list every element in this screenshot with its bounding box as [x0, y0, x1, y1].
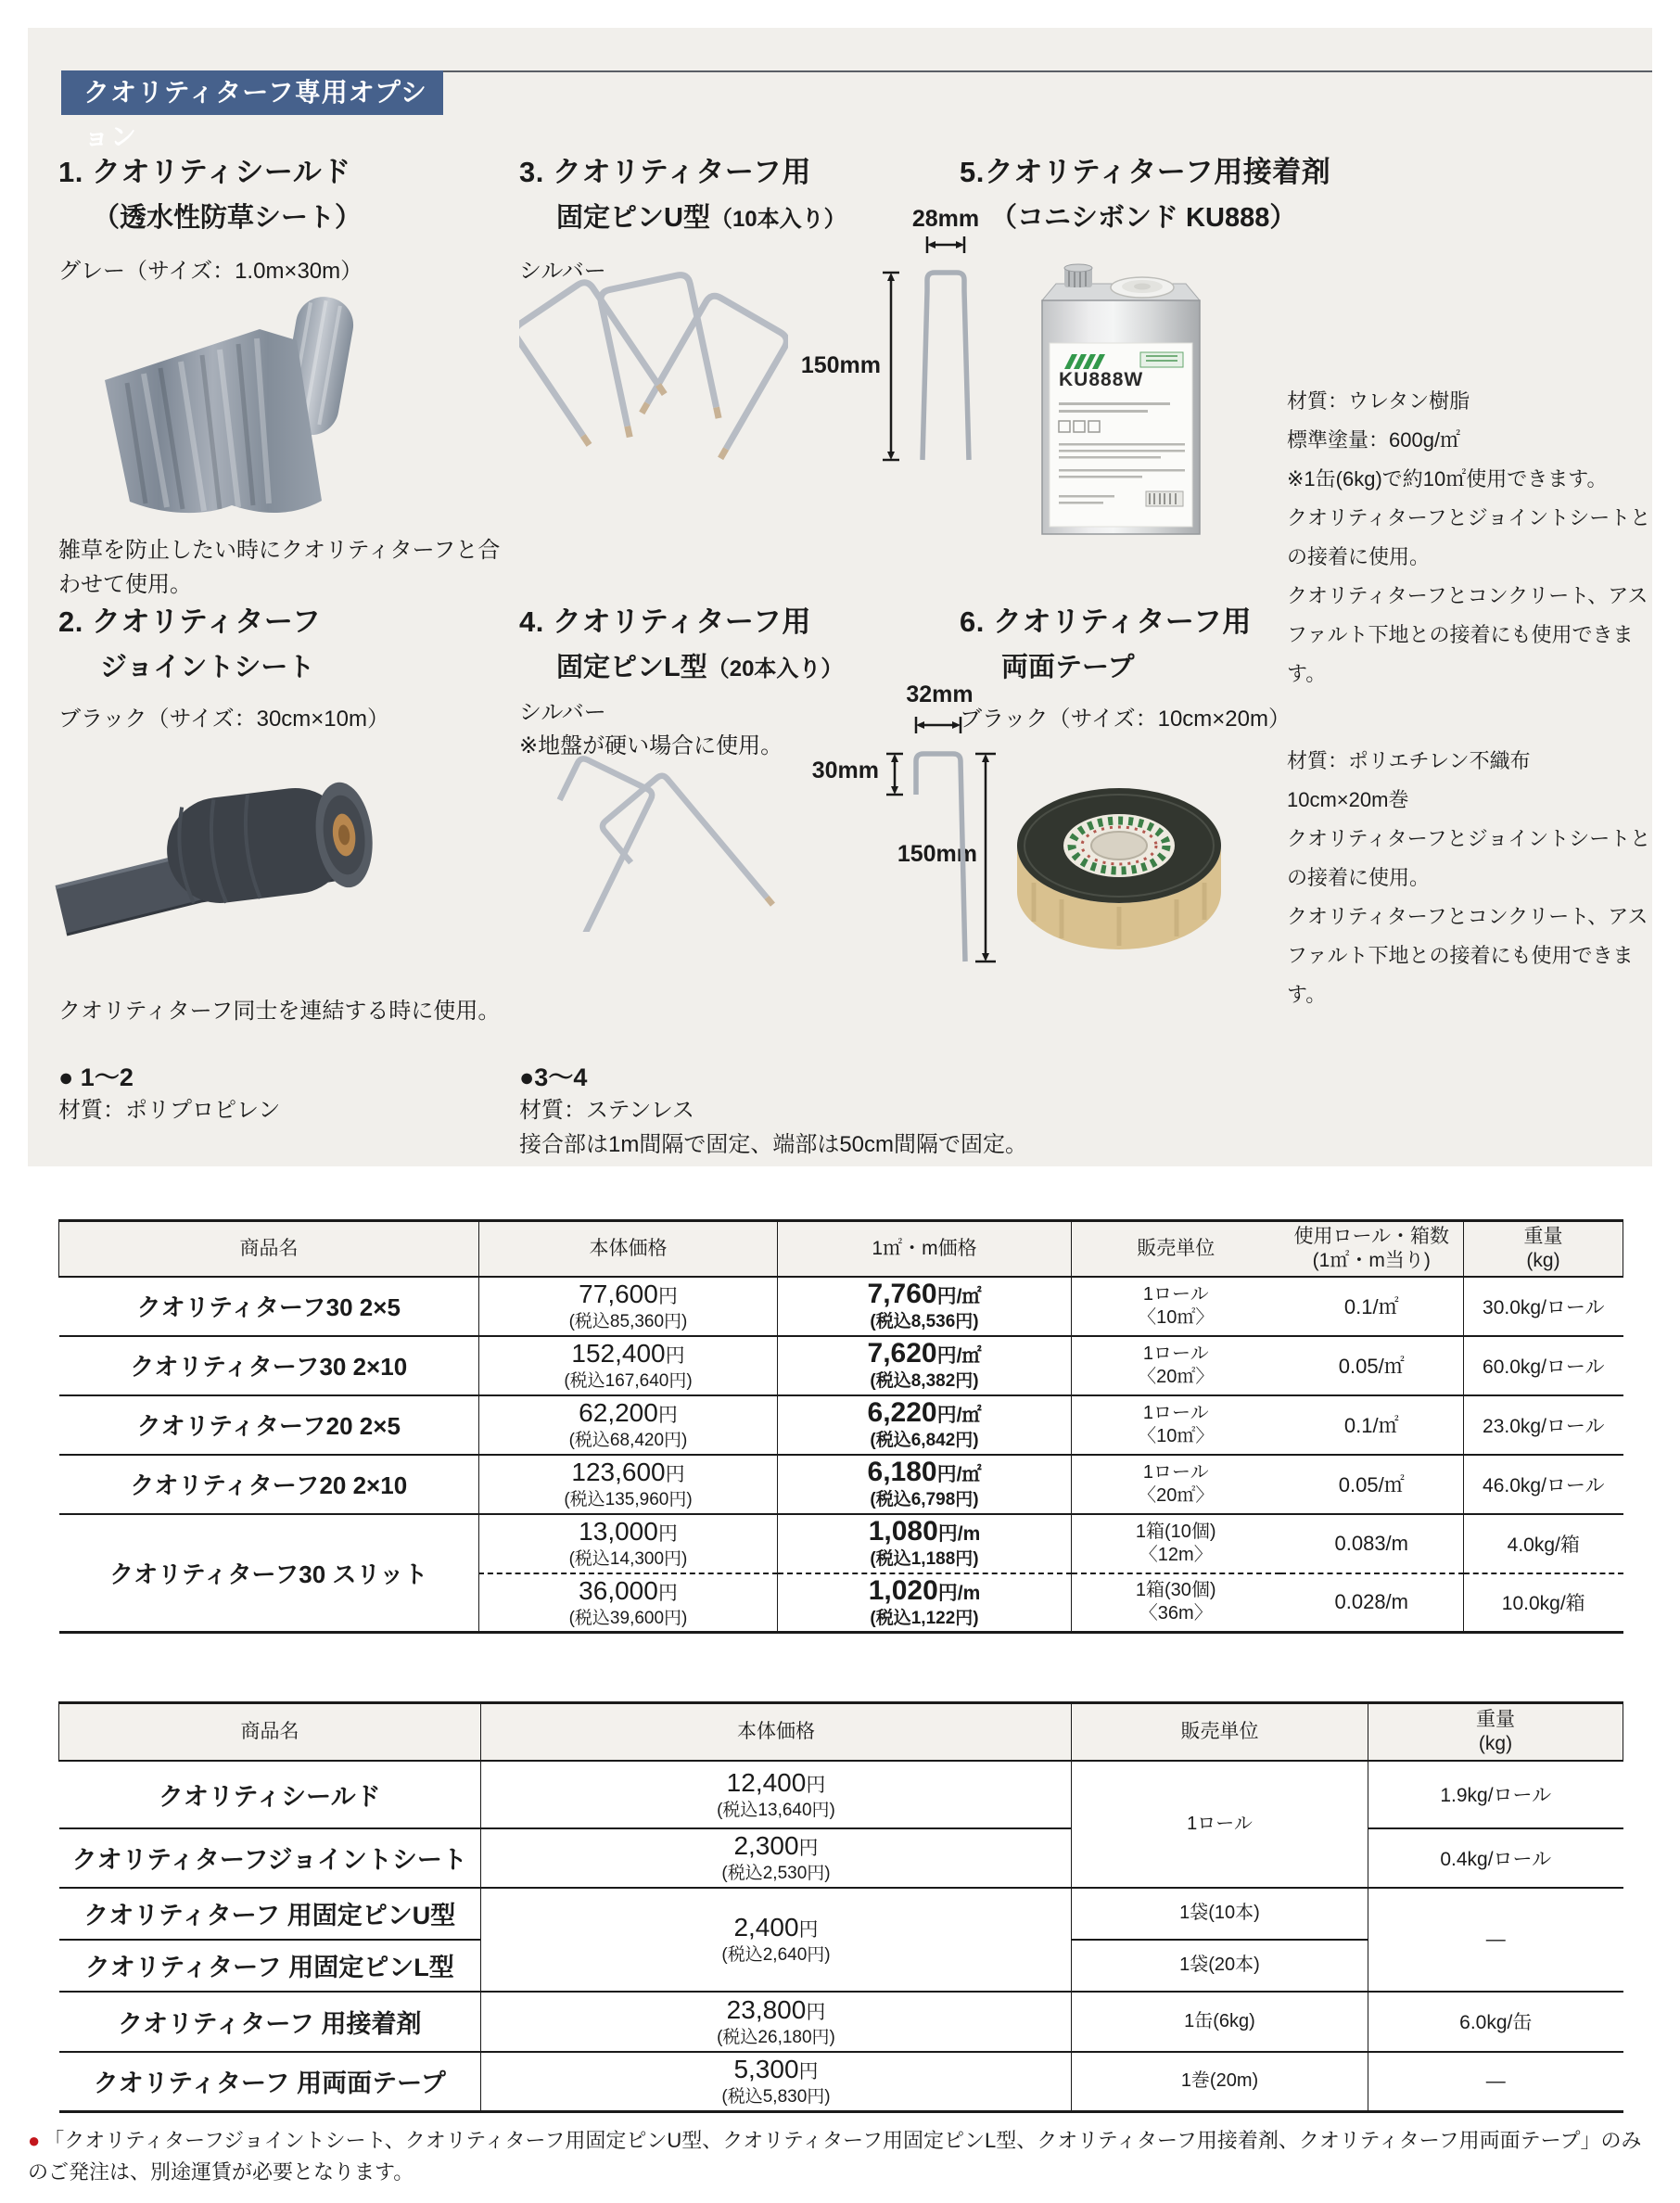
- product5-desc-line: 標準塗量：600g/㎡: [1287, 428, 1461, 452]
- price-unit: 円: [806, 2001, 826, 2023]
- sales-unit-qty: 〈10㎡〉: [1138, 1306, 1215, 1328]
- material-note-2-label: ●3～4: [519, 1063, 588, 1091]
- price-tax: (税込14,300円): [568, 1549, 688, 1569]
- product6-desc-line: 材質：ポリエチレン不織布: [1287, 749, 1531, 772]
- turf-price-table-header-row: [59, 1221, 1623, 1277]
- u-pin-diagram: [788, 206, 1001, 489]
- price-value: 2,300: [733, 1831, 799, 1860]
- weight-cell: 60.0kg/ロール: [1464, 1336, 1623, 1395]
- usage-cell: 0.028/m: [1280, 1573, 1464, 1633]
- product2-title: 2. クオリティターフ: [58, 605, 322, 638]
- product5-title: 5.クオリティターフ用接着剤: [960, 156, 1331, 188]
- product6-desc-line: 10cm×20m巻: [1287, 788, 1409, 811]
- price-tax: (税込85,360円): [568, 1312, 688, 1331]
- black-roll-photo: [48, 734, 414, 971]
- usage-cell: 0.1/㎡: [1280, 1277, 1464, 1336]
- col-header-weight-line1: 重量: [1523, 1225, 1563, 1247]
- price-tax: (税込167,640円): [564, 1371, 693, 1391]
- product1-variant: グレー（サイズ：1.0m×30m）: [58, 259, 363, 284]
- product-name-cell: クオリティターフ 用接着剤: [59, 1992, 481, 2052]
- price-unit: 円: [657, 1523, 678, 1545]
- product6-subtitle: 両面テープ: [1001, 653, 1135, 682]
- product5-subtitle: （コニシボンド KU888）: [990, 203, 1297, 233]
- col-header-usage-line1: 使用ロール・箱数: [1293, 1225, 1450, 1247]
- l-pins-photo: [512, 742, 785, 932]
- weight-cell: 0.4kg/ロール: [1368, 1828, 1623, 1888]
- col-header-usage: [1280, 1221, 1464, 1277]
- product3-title: 3. クオリティターフ用: [519, 156, 811, 188]
- col-header-product: 商品名: [59, 1703, 481, 1761]
- product2-subtitle: ジョイントシート: [100, 653, 315, 682]
- price-unit: 円: [798, 1838, 819, 1859]
- red-bullet-icon: ●: [28, 2129, 41, 2152]
- weight-cell: —: [1368, 1888, 1623, 1992]
- product5-description: [1287, 382, 1658, 694]
- usage-cell: 0.1/㎡: [1280, 1395, 1464, 1455]
- col-header-product: 商品名: [59, 1221, 479, 1277]
- product-name-cell: クオリティターフジョイントシート: [59, 1828, 481, 1888]
- unit-price-unit: 円/㎡: [936, 1405, 982, 1426]
- price-tax: (税込2,640円): [721, 1945, 831, 1965]
- usage-cell: 0.05/㎡: [1280, 1336, 1464, 1395]
- u-pin-width-label: 28mm: [911, 206, 980, 232]
- unit-price-value: 7,620: [867, 1338, 937, 1369]
- product4-variant: シルバー: [519, 700, 606, 725]
- tape-roll-photo: [1006, 753, 1233, 971]
- unit-price-value: 1,080: [868, 1516, 938, 1547]
- price-unit: 円: [798, 2061, 819, 2083]
- unit-price-tax: (税込6,798円): [870, 1490, 979, 1509]
- price-value: 5,300: [733, 2055, 799, 2084]
- sales-unit: 1ロール: [1142, 1402, 1209, 1423]
- sales-unit: 1ロール: [1072, 1761, 1368, 1888]
- price-value: 2,400: [733, 1913, 799, 1942]
- table-row: [59, 1455, 1623, 1514]
- unit-price-tax: (税込1,122円): [870, 1608, 979, 1628]
- product6-desc-line: クオリティターフとジョイントシートとの接着に使用。: [1287, 827, 1651, 889]
- u-pin-drawing: [788, 206, 1001, 489]
- sales-unit: 1袋(10本): [1072, 1888, 1368, 1940]
- material-note-2: [519, 1057, 1027, 1162]
- sales-unit: 1缶(6kg): [1072, 1992, 1368, 2052]
- sales-unit: 1ロール: [1142, 1461, 1209, 1483]
- unit-price-unit: 円/m: [937, 1582, 981, 1604]
- price-tax: (税込13,640円): [717, 1800, 835, 1820]
- price-value: 23,800: [726, 1994, 807, 2024]
- product-name-cell: クオリティターフ30 2×10: [59, 1336, 479, 1395]
- price-tax: (税込26,180円): [717, 2027, 835, 2047]
- unit-price-value: 6,180: [867, 1457, 937, 1487]
- product-name-cell: クオリティターフ 用両面テープ: [59, 2052, 481, 2112]
- table-row: [59, 1888, 1623, 1940]
- weight-cell: 10.0kg/箱: [1464, 1573, 1623, 1633]
- product1-title: 1. クオリティシールド: [58, 156, 351, 188]
- material-note-1-label: ● 1～2: [58, 1063, 134, 1091]
- product4-note: ※地盤が硬い場合に使用。: [519, 733, 783, 758]
- price-unit: 円: [665, 1464, 685, 1485]
- product4-subtitle-count: （20本入り）: [706, 656, 844, 681]
- table-row: [59, 1395, 1623, 1455]
- product-name-cell: クオリティターフ30 スリット: [59, 1514, 479, 1633]
- weight-cell: 1.9kg/ロール: [1368, 1761, 1623, 1828]
- price-unit: 円: [806, 1774, 826, 1796]
- u-pin-height-label: 150mm: [800, 352, 881, 378]
- table-row: [59, 1277, 1623, 1336]
- product5-desc-line: クオリティターフとコンクリート、アスファルト下地との接着にも使用できます。: [1287, 584, 1648, 685]
- price-value: 12,400: [726, 1767, 807, 1797]
- price-unit: 円: [657, 1286, 678, 1307]
- product6-desc-line: クオリティターフとコンクリート、アスファルト下地との接着にも使用できます。: [1287, 905, 1648, 1006]
- col-header-weight: [1368, 1703, 1623, 1761]
- sales-unit-qty: 〈12m〉: [1139, 1544, 1213, 1565]
- product-name-cell: クオリティターフ20 2×10: [59, 1455, 479, 1514]
- price-value: 62,200: [579, 1398, 658, 1427]
- price-value: 123,600: [571, 1458, 666, 1486]
- price-unit: 円: [665, 1345, 685, 1367]
- section-title: クオリティターフ専用オプション: [83, 78, 427, 151]
- sales-unit-qty: 〈20㎡〉: [1138, 1484, 1215, 1506]
- weight-cell: 6.0kg/缶: [1368, 1992, 1623, 2052]
- usage-cell: 0.05/㎡: [1280, 1455, 1464, 1514]
- price-value: 36,000: [579, 1575, 658, 1605]
- gray-sheet-photo: [79, 292, 403, 528]
- unit-price-tax: (税込6,842円): [870, 1431, 979, 1450]
- sales-unit-qty: 〈20㎡〉: [1138, 1366, 1215, 1387]
- material-note-1-line: 材質：ポリプロピレン: [58, 1098, 281, 1123]
- product6-description: [1287, 742, 1658, 1014]
- product-name-cell: クオリティシールド: [59, 1761, 481, 1828]
- shipping-footnote: [28, 2125, 1658, 2188]
- can-product-code: KU888W: [1059, 369, 1144, 390]
- product6-variant: ブラック（サイズ：10cm×20m）: [960, 707, 1291, 732]
- col-header-sales-unit: 販売単位: [1072, 1221, 1280, 1277]
- u-pins-photo: [519, 269, 788, 468]
- product4-subtitle: [556, 646, 843, 684]
- sales-unit-qty: 〈36m〉: [1139, 1603, 1213, 1624]
- sales-unit: 1巻(20m): [1072, 2052, 1368, 2112]
- product3-subtitle-count: （10本入り）: [709, 207, 846, 232]
- material-note-2-line: 接合部は1m間隔で固定、端部は50cm間隔で固定。: [519, 1132, 1028, 1157]
- shipping-footnote-text: 「クオリティターフジョイントシート、クオリティターフ用固定ピンU型、クオリティターフ用固定ピンL型、クオリティターフ用接着剤、クオリティターフ用両面テープ」のみのご発注は、別途運賃が必要となります。: [28, 2129, 1642, 2184]
- weight-cell: 46.0kg/ロール: [1464, 1455, 1623, 1514]
- section-title-bar: [61, 70, 443, 151]
- unit-price-unit: 円/㎡: [936, 1345, 982, 1367]
- product-name-cell: クオリティターフ 用固定ピンU型: [59, 1888, 481, 1940]
- price-value: 152,400: [571, 1339, 666, 1368]
- col-header-weight-line2: (kg): [1526, 1249, 1560, 1271]
- price-tax: (税込68,420円): [568, 1431, 688, 1450]
- price-unit: 円: [657, 1582, 678, 1604]
- col-header-price: 本体価格: [479, 1221, 778, 1277]
- sales-unit: 1箱(30個): [1135, 1580, 1216, 1601]
- table-row: [59, 1336, 1623, 1395]
- unit-price-unit: 円/m: [937, 1523, 981, 1545]
- product3-variant: シルバー: [519, 259, 606, 284]
- table-row: [59, 1828, 1623, 1888]
- product3-subtitle-main: 固定ピンU型: [556, 203, 710, 233]
- price-tax: (税込39,600円): [568, 1608, 688, 1628]
- product1-subtitle: （透水性防草シート）: [93, 203, 363, 233]
- product4-title: 4. クオリティターフ用: [519, 605, 811, 638]
- material-note-2-line: 材質：ステンレス: [519, 1098, 694, 1123]
- weight-cell: —: [1368, 2052, 1623, 2112]
- product5-desc-line: クオリティターフとジョイントシートとの接着に使用。: [1287, 506, 1651, 568]
- sales-unit: 1ロール: [1142, 1283, 1209, 1305]
- table-row: [59, 1992, 1623, 2052]
- product6-title: 6. クオリティターフ用: [960, 605, 1252, 638]
- unit-price-tax: (税込1,188円): [870, 1549, 979, 1569]
- top-rule-line: [443, 70, 1652, 72]
- col-header-weight-line1: 重量: [1476, 1708, 1515, 1730]
- l-pin-hook-label: 30mm: [811, 758, 879, 783]
- product-name-cell: クオリティターフ30 2×5: [59, 1277, 479, 1336]
- sales-unit: 1箱(10個): [1135, 1521, 1216, 1542]
- price-unit: 円: [798, 1919, 819, 1941]
- col-header-usage-line2: (1㎡・m当り): [1312, 1249, 1431, 1271]
- options-price-table-header-row: [59, 1703, 1623, 1761]
- adhesive-can-photo: [1031, 261, 1212, 544]
- turf-price-table: [58, 1219, 1623, 1634]
- price-value: 13,000: [579, 1517, 658, 1546]
- col-header-weight-line2: (kg): [1478, 1732, 1513, 1754]
- unit-price-unit: 円/㎡: [936, 1286, 982, 1307]
- col-header-price: 本体価格: [481, 1703, 1072, 1761]
- price-tax: (税込5,830円): [721, 2087, 831, 2107]
- unit-price-value: 1,020: [868, 1574, 938, 1606]
- col-header-unit-price: 1㎡・m価格: [778, 1221, 1072, 1277]
- product5-desc-line: ※1缶(6kg)で約10㎡使用できます。: [1287, 467, 1608, 490]
- price-value: 77,600: [579, 1280, 658, 1308]
- sales-unit-qty: 〈10㎡〉: [1138, 1425, 1215, 1446]
- l-pin-width-label: 32mm: [906, 681, 974, 707]
- l-pin-height-label: 150mm: [897, 841, 977, 867]
- options-price-table: [58, 1701, 1623, 2113]
- price-tax: (税込135,960円): [564, 1490, 693, 1509]
- weight-cell: 23.0kg/ロール: [1464, 1395, 1623, 1455]
- weight-cell: 4.0kg/箱: [1464, 1514, 1623, 1573]
- usage-cell: 0.083/m: [1280, 1514, 1464, 1573]
- table-row: [59, 1761, 1623, 1828]
- product4-subtitle-main: 固定ピンL型: [556, 653, 707, 682]
- sales-unit: 1ロール: [1142, 1343, 1209, 1364]
- product5-desc-line: 材質：ウレタン樹脂: [1287, 389, 1470, 413]
- product2-variant: ブラック（サイズ：30cm×10m）: [58, 707, 389, 732]
- col-header-weight: [1464, 1221, 1623, 1277]
- product2-caption: クオリティターフ同士を連結する時に使用。: [58, 999, 501, 1024]
- table-row: [59, 2052, 1623, 2112]
- unit-price-value: 6,220: [867, 1397, 937, 1428]
- col-header-sales-unit: 販売単位: [1072, 1703, 1368, 1761]
- unit-price-unit: 円/㎡: [936, 1464, 982, 1485]
- sales-unit: 1袋(20本): [1072, 1940, 1368, 1992]
- product-name-cell: クオリティターフ20 2×5: [59, 1395, 479, 1455]
- unit-price-value: 7,760: [867, 1279, 937, 1309]
- material-note-1: [58, 1057, 280, 1127]
- product-name-cell: クオリティターフ 用固定ピンL型: [59, 1940, 481, 1992]
- price-tax: (税込2,530円): [721, 1864, 831, 1883]
- unit-price-tax: (税込8,536円): [870, 1312, 979, 1331]
- weight-cell: 30.0kg/ロール: [1464, 1277, 1623, 1336]
- unit-price-tax: (税込8,382円): [870, 1371, 979, 1391]
- price-unit: 円: [657, 1405, 678, 1426]
- product1-caption: 雑草を防止したい時にクオリティターフと合わせて使用。: [58, 538, 501, 597]
- table-row-slit-1: [59, 1514, 1623, 1573]
